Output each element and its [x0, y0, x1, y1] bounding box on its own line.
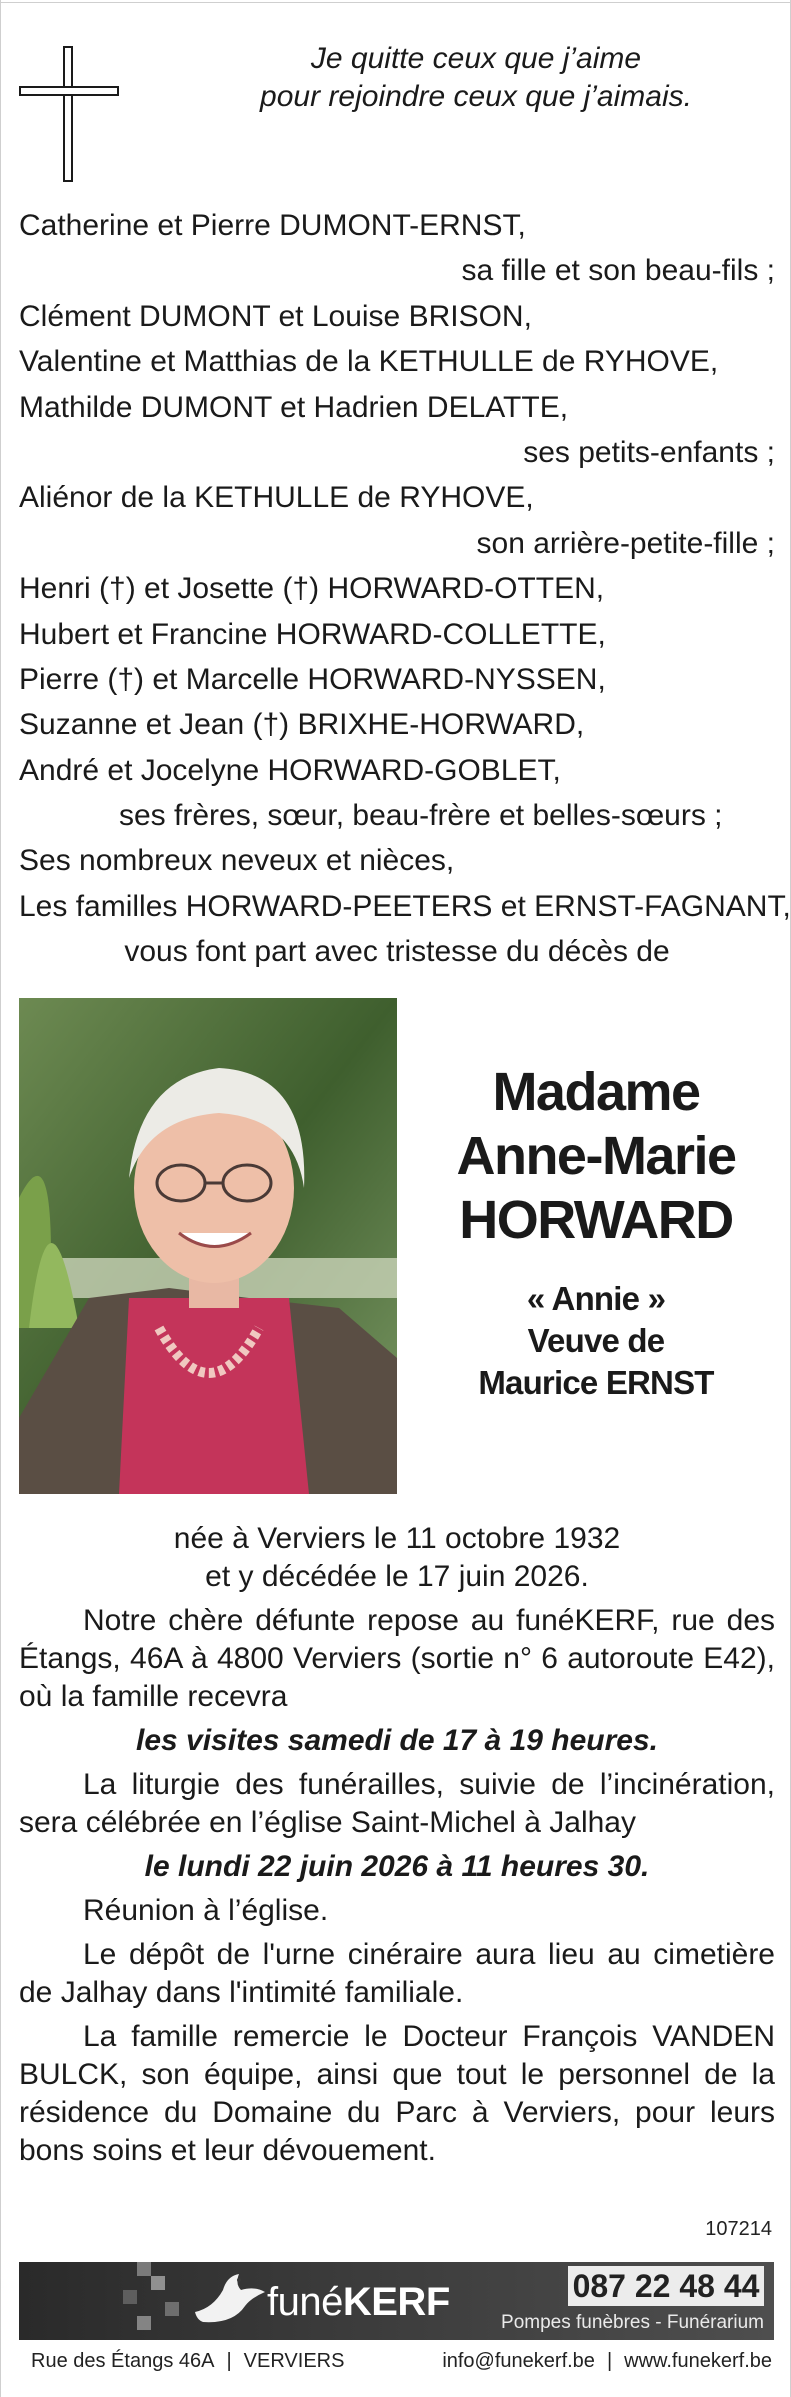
deceased-last-name: HORWARD — [459, 1190, 733, 1250]
visits-line: les visites samedi de 17 à 19 heures. — [136, 1724, 658, 1757]
family-line: vous font part avec tristesse du décès de — [124, 935, 670, 969]
portrait-image — [19, 998, 397, 1494]
website-link[interactable]: www.funekerf.be — [624, 2350, 772, 2372]
deceased-name-block — [411, 1060, 781, 1404]
epitaph-line-1: Je quitte ceux que j’aime — [310, 42, 642, 75]
separator: | — [226, 2350, 232, 2372]
family-line: ses frères, sœur, beau-frère et belles-sœurs ; — [119, 799, 723, 833]
street-address: Rue des Étangs 46A — [31, 2350, 215, 2372]
reference-number: 107214 — [705, 2218, 772, 2240]
dove-icon — [189, 2268, 269, 2330]
brand-bold: KERF — [342, 2280, 450, 2324]
family-line: Les familles HORWARD-PEETERS et ERNST-FAGNANT, — [19, 889, 791, 923]
family-line: Aliénor de la KETHULLE de RYHOVE, — [19, 481, 534, 515]
deceased-title: Madame — [492, 1062, 700, 1122]
family-line: Henri (†) et Josette (†) HORWARD-OTTEN, — [19, 572, 605, 606]
family-line: Mathilde DUMONT et Hadrien DELATTE, — [19, 390, 569, 424]
family-announcement — [19, 203, 791, 975]
deceased-portrait — [19, 998, 397, 1494]
family-line: Valentine et Matthias de la KETHULLE de RYHOVE, — [19, 345, 719, 379]
family-line: Ses nombreux neveux et nièces, — [19, 844, 455, 878]
deceased-first-name: Anne-Marie — [456, 1126, 736, 1186]
epitaph-line-2: pour rejoindre ceux que j’aimais. — [260, 80, 692, 113]
family-line: Suzanne et Jean (†) BRIXHE-HORWARD, — [19, 708, 585, 742]
funeral-home-tagline: Pompes funèbres - Funérarium — [501, 2312, 764, 2333]
address-group — [31, 2346, 344, 2376]
family-line: Hubert et Francine HORWARD-COLLETTE, — [19, 617, 606, 651]
family-line: Catherine et Pierre DUMONT-ERNST, — [19, 209, 526, 242]
online-group — [442, 2346, 772, 2376]
epitaph-quote — [171, 40, 781, 116]
deceased-nickname: « Annie » — [526, 1280, 666, 1317]
contact-row — [31, 2346, 772, 2376]
family-line: sa fille et son beau-fils ; — [461, 254, 775, 288]
liturgy-paragraph: La liturgie des funérailles, suivie de l’incinération, sera célébrée en l’église Saint-Michel à Jalhay — [19, 1768, 775, 1839]
family-line: ses petits-enfants ; — [523, 435, 775, 469]
family-line: son arrière-petite-fille ; — [476, 526, 775, 560]
top-border — [1, 2, 790, 3]
phone-number[interactable]: 087 22 48 44 — [568, 2266, 764, 2306]
separator: | — [606, 2350, 613, 2372]
email-link[interactable]: info@funekerf.be — [442, 2350, 595, 2372]
urn-paragraph: Le dépôt de l'urne cinéraire aura lieu au cimetière de Jalhay dans l'intimité familiale. — [19, 1938, 775, 2009]
birth-line: née à Verviers le 11 octobre 1932 — [173, 1522, 621, 1555]
city: VERVIERS — [243, 2350, 345, 2372]
widow-line-1: Veuve de — [527, 1322, 665, 1359]
family-line: Clément DUMONT et Louise BRISON, — [19, 299, 532, 333]
rest-paragraph: Notre chère défunte repose au funéKERF, rue des Étangs, 46A à 4800 Verviers (sortie n° 6 autoroute E42), où la famille recevra — [19, 1604, 775, 1713]
death-line: et y décédée le 17 juin 2026. — [205, 1560, 589, 1593]
family-line: André et Jocelyne HORWARD-GOBLET, — [19, 753, 561, 787]
widow-line-2: Maurice ERNST — [478, 1364, 714, 1401]
latin-cross-icon — [19, 46, 119, 182]
brand-light: funé — [267, 2280, 343, 2324]
thanks-paragraph: La famille remercie le Docteur François VANDEN BULCK, son équipe, ainsi que tout le personnel de la résidence du Domaine du Parc à Verviers, pour leurs bons soins et leur dévouement. — [19, 2020, 775, 2167]
funeral-details — [19, 1520, 775, 2170]
funeral-home-banner — [19, 2262, 774, 2340]
family-line: Pierre (†) et Marcelle HORWARD-NYSSEN, — [19, 662, 606, 696]
funeral-home-brand — [267, 2280, 450, 2325]
meeting-paragraph: Réunion à l’église. — [83, 1894, 329, 1927]
liturgy-date: le lundi 22 juin 2026 à 11 heures 30. — [144, 1850, 650, 1883]
